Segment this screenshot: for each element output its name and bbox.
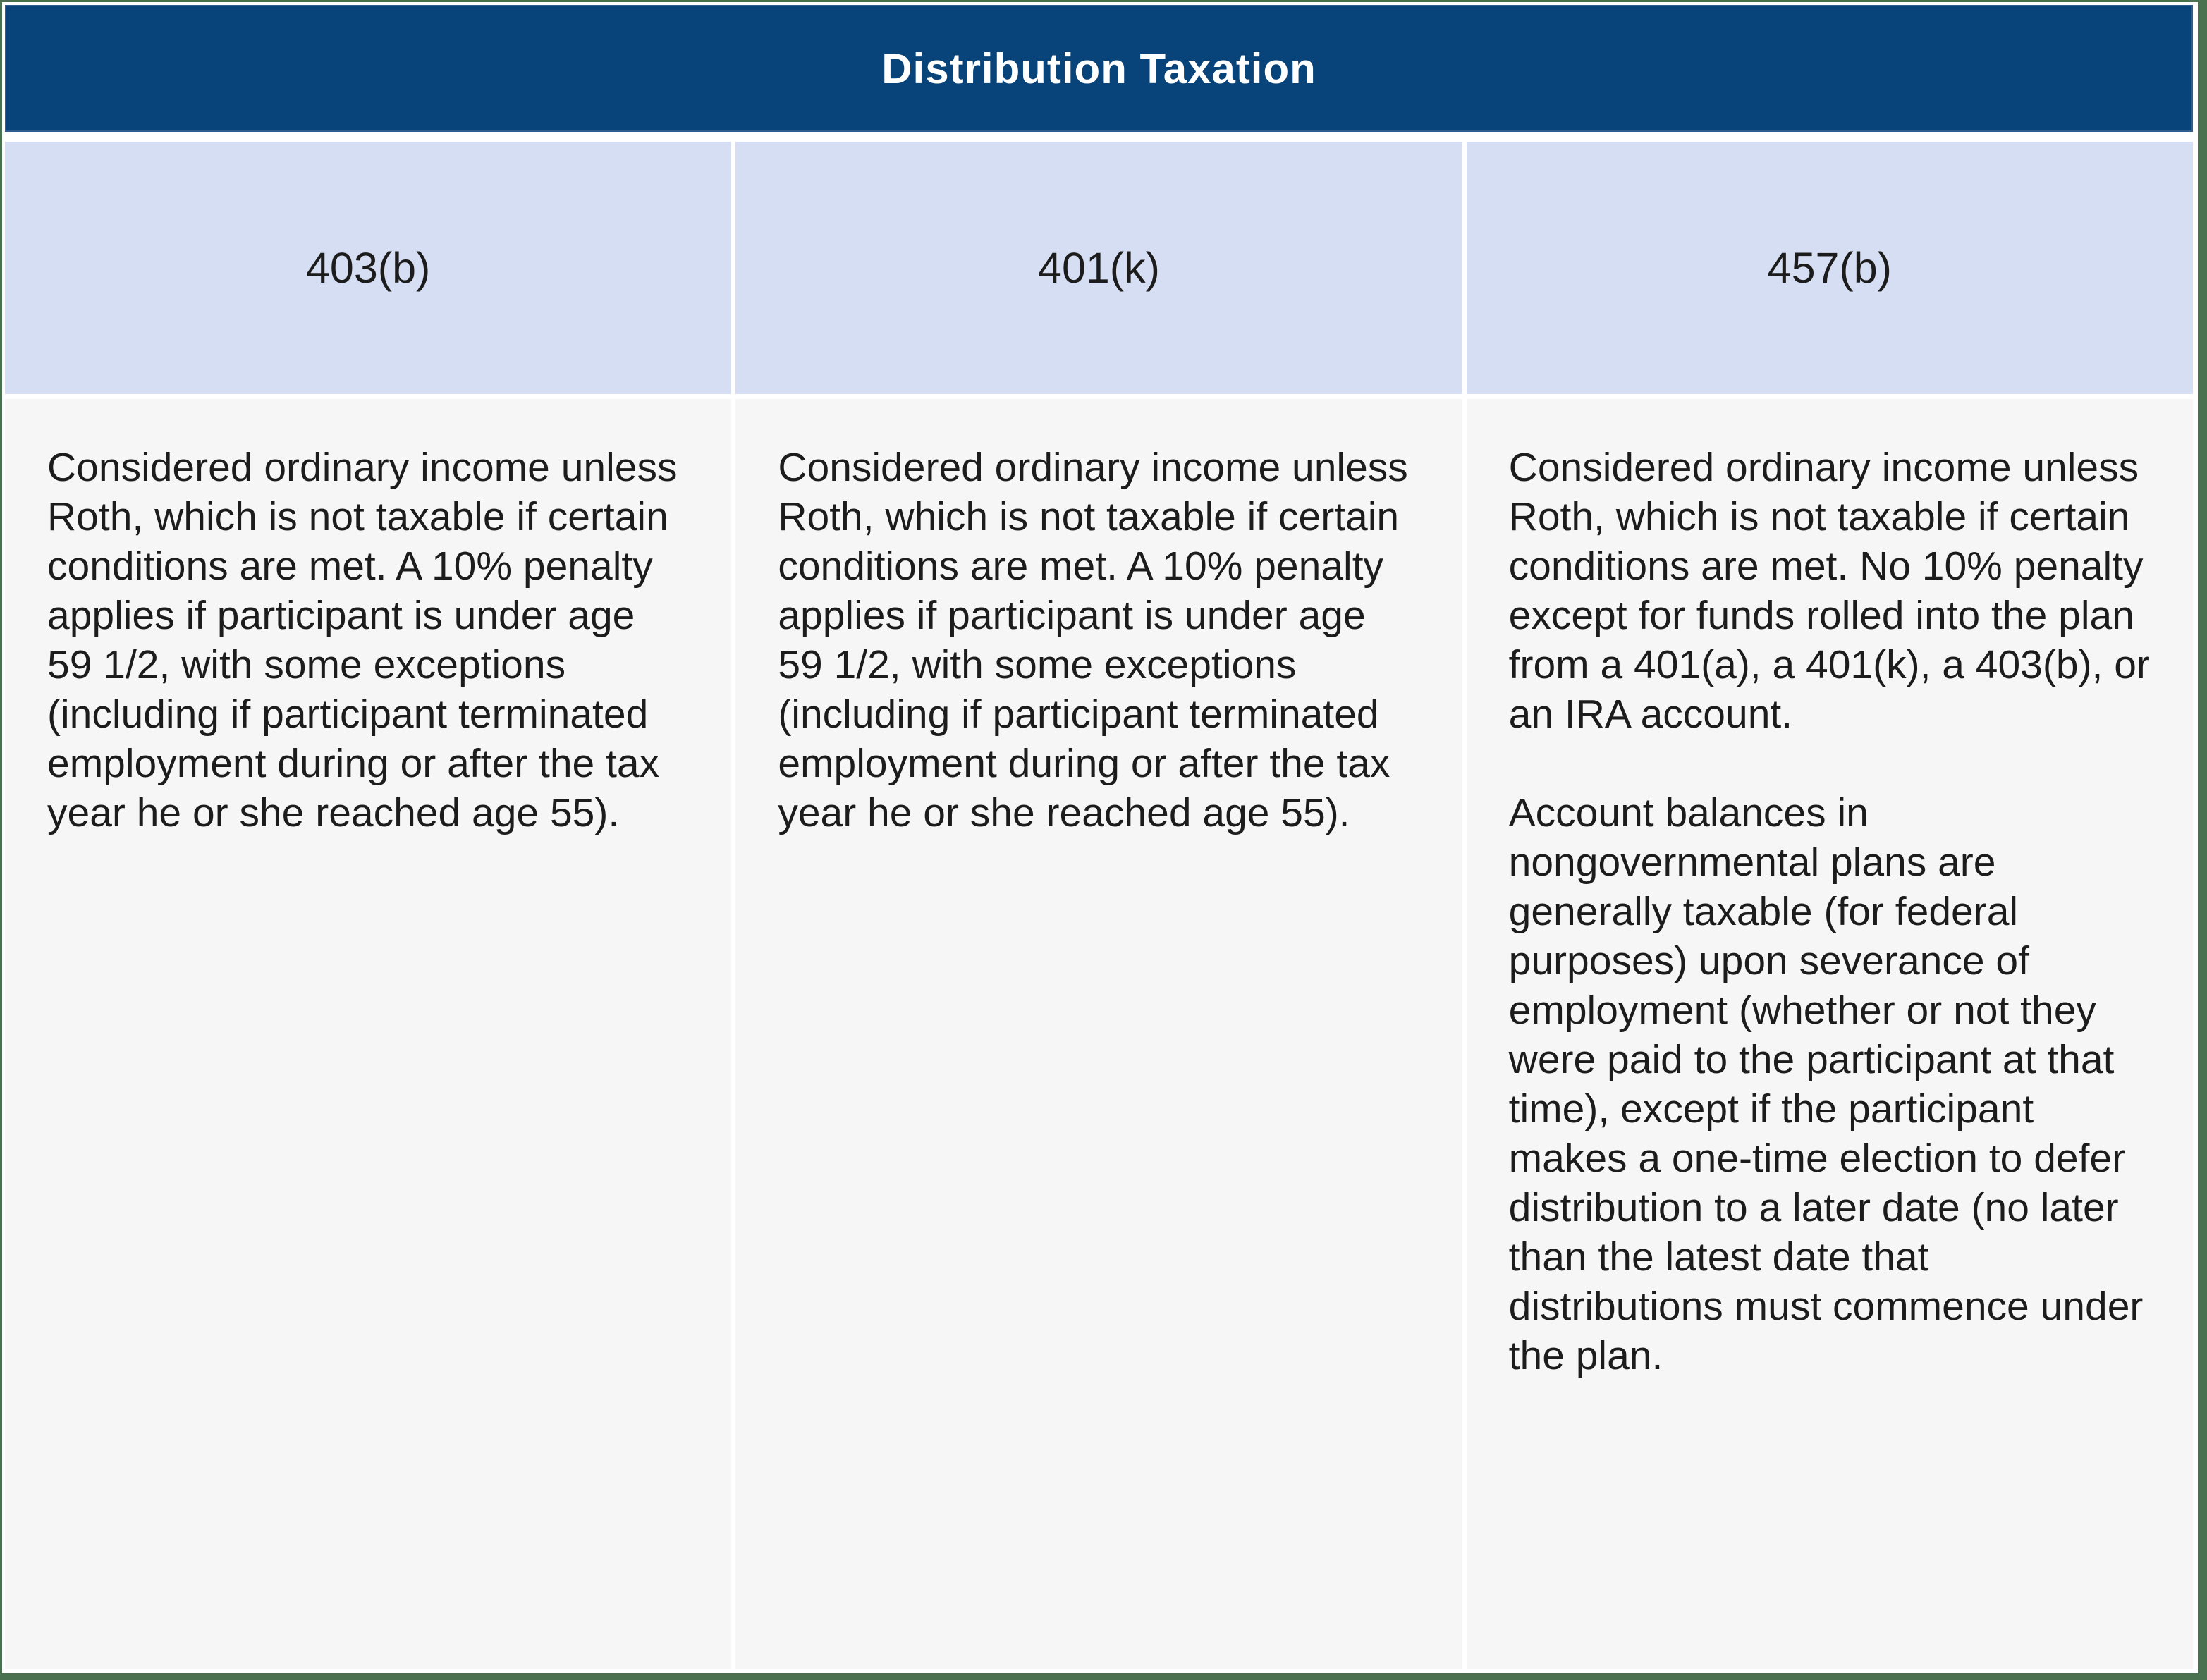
column-header-row [5,142,2193,394]
table-title: Distribution Taxation [881,44,1316,92]
table-body-row [5,399,2193,1669]
table-title-bar [5,5,2193,132]
table-card [2,2,2198,1673]
column-header-403b [5,142,731,394]
body-paragraph: Considered ordinary income unless Roth, which is not taxable if certain conditions are met. A 10% penalty applies if participant is under age 59 1/2, with some exceptions (including if participant terminated employment during or after the tax year he or she reached age 55). [778,445,1408,835]
column-header-label: 403(b) [306,244,431,292]
column-body-457b [1467,399,2193,1669]
column-body-401k [735,399,1462,1669]
column-body-403b [5,399,731,1669]
column-header-401k [735,142,1462,394]
body-paragraph: Considered ordinary income unless Roth, which is not taxable if certain conditions are met. A 10% penalty applies if participant is under age 59 1/2, with some exceptions (including if participant terminated employment during or after the tax year he or she reached age 55). [47,445,678,835]
body-paragraph: Considered ordinary income unless Roth, which is not taxable if certain conditions are met. No 10% penalty except for funds rolled into the plan from a 401(a), a 401(k), a 403(b), or an IRA account. [1508,445,2150,737]
body-paragraph: Account balances in nongovernmental plans are generally taxable (for federal purposes) upon severance of employment (whether or not they were paid to the participant at that time), except if the participant makes a one-time election to defer distribution to a later date (no later than the latest date that distributions must commence under the plan. [1508,790,2144,1378]
column-header-label: 457(b) [1767,244,1892,292]
column-header-label: 401(k) [1038,244,1160,292]
column-header-457b [1467,142,2193,394]
